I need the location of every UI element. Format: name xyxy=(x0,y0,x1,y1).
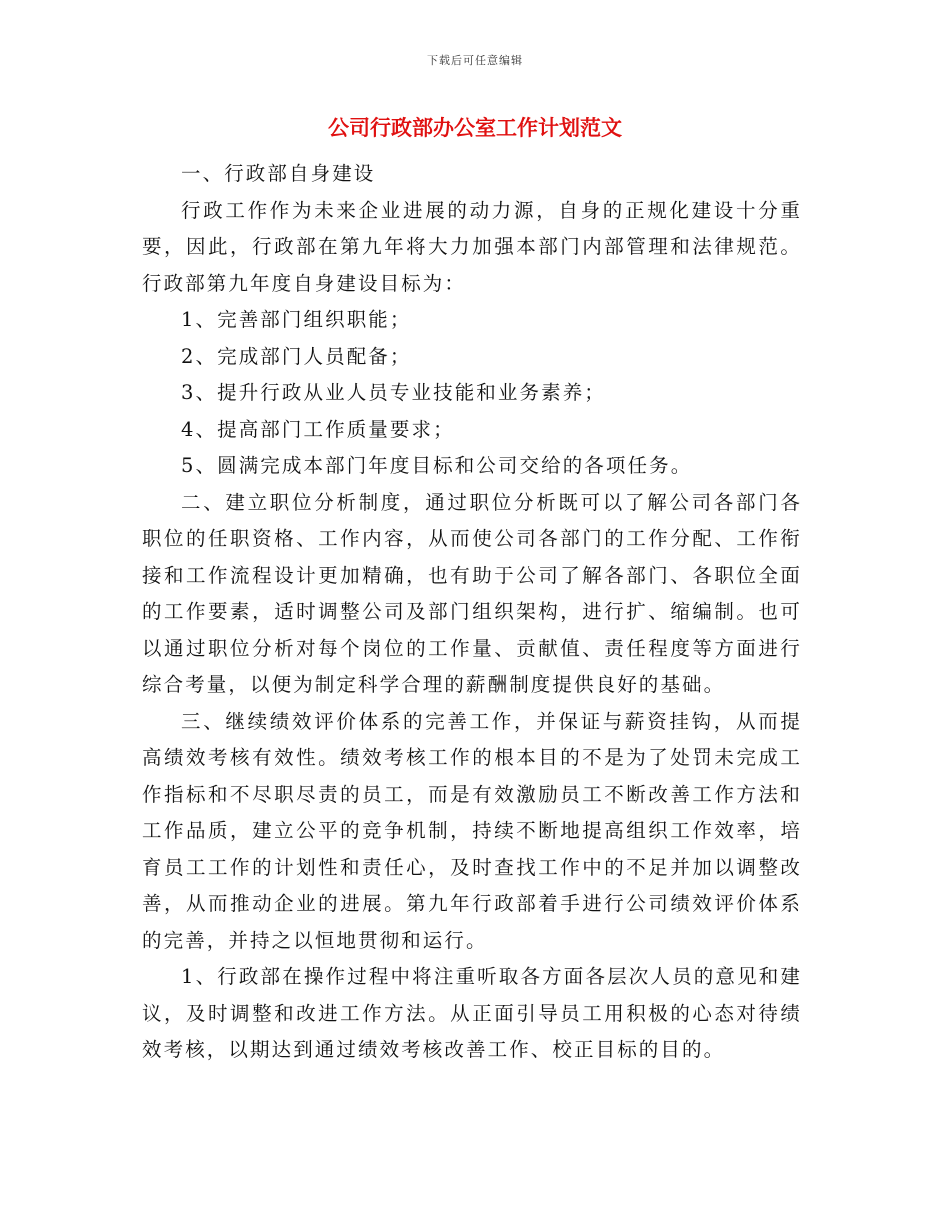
list-item: 3、提升行政从业人员专业技能和业务素养； xyxy=(181,381,606,404)
section-heading-1: 一、行政部自身建设 xyxy=(181,162,376,185)
paragraph: 1、行政部在操作过程中将注重听取各方面各层次人员的意见和建议，及时调整和改进工作方法。从正面引导员工用积极的心态对待绩效考核，以期达到通过绩效考核改善工作、校正目标的目的。 xyxy=(142,965,802,1061)
list-item: 4、提高部门工作质量要求； xyxy=(181,417,455,441)
list-item: 2、完成部门人员配备； xyxy=(181,344,412,368)
list-item: 5、圆满完成本部门年度目标和公司交给的各项任务。 xyxy=(181,454,693,477)
document-title: 公司行政部办公室工作计划范文 xyxy=(328,116,622,140)
header-note: 下载后可任意编辑 xyxy=(427,54,523,67)
list-item: 1、完善部门组织职能； xyxy=(181,308,412,331)
paragraph: 三、继续绩效评价体系的完善工作，并保证与薪资挂钩，从而提高绩效考核有效性。绩效考核工作的根本目的不是为了处罚未完成工作指标和不尽职尽责的员工，而是有效激励员工不断改善工作方法和工作品质，建立公平的竞争机制，持续不断地提高组织工作效率，培育员工工作的计划性和责任心，及时查找工作中的不足并加以调整改善，从而推动企业的进展。第九年行政部着手进行公司绩效评价体系的完善，并持之以恒地贯彻和运行。 xyxy=(142,709,802,952)
paragraph: 二、建立职位分析制度，通过职位分析既可以了解公司各部门各职位的任职资格、工作内容，从而使公司各部门的工作分配、工作衔接和工作流程设计更加精确，也有助于公司了解各部门、各职位全面的工作要素，适时调整公司及部门组织架构，进行扩、缩编制。也可以通过职位分析对每个岗位的工作量、贡献值、责任程度等方面进行综合考量，以便为制定科学合理的薪酬制度提供良好的基础。 xyxy=(142,490,802,696)
paragraph: 行政工作作为未来企业进展的动力源，自身的正规化建设十分重要，因此，行政部在第九年将大力加强本部门内部管理和法律规范。行政部第九年度自身建设目标为： xyxy=(142,198,802,295)
document-body xyxy=(142,156,802,1069)
